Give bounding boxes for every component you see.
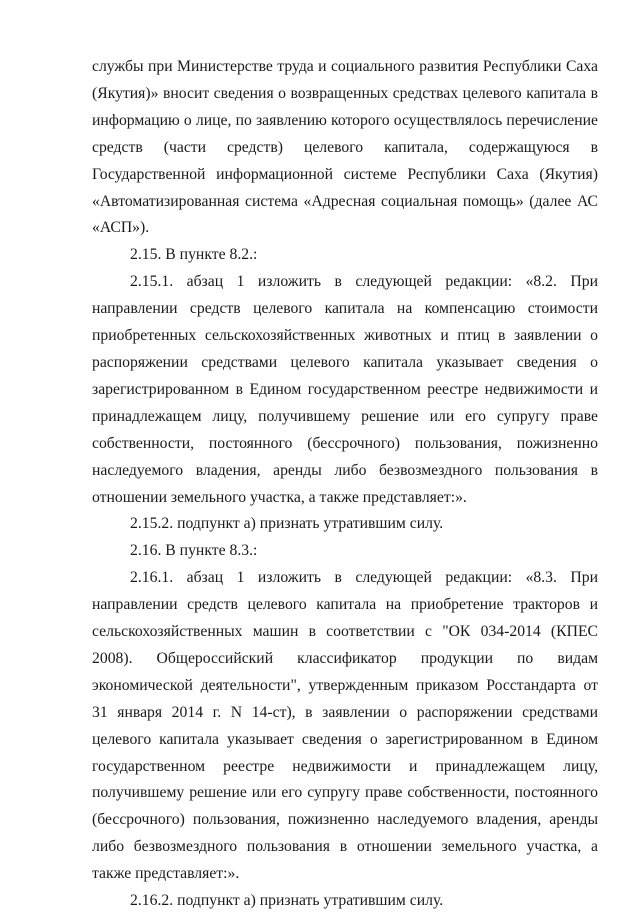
paragraph-clause-2-16-2: 2.16.2. подпункт а) признать утратившим силу. bbox=[130, 892, 444, 910]
paragraph-clause-2-15: 2.15. В пункте 8.2.: bbox=[130, 246, 258, 264]
paragraph-clause-2-15-1: 2.15.1. абзац 1 изложить в следующей редакции: «8.2. При направлении средств целевого капитала на компенсацию стоимости приобретенных сельскохозяйственных животных и птиц в заявлении о распоряжении средствами целевого капитала указывает сведения о зарегистрированном в Едином государственном реестре недвижимости и принадлежащем лицу, получившему решение или его супругу праве собственности, постоянного (бессрочного) пользования, пожизненно наследуемого владения, аренды либо безвозмездного пользования в отношении земельного участка, а также представляет:». bbox=[92, 273, 598, 506]
paragraph-clause-2-16: 2.16. В пункте 8.3.: bbox=[130, 542, 258, 560]
paragraph-clause-2-15-2: 2.15.2. подпункт а) признать утратившим силу. bbox=[130, 515, 444, 533]
document-body bbox=[92, 54, 598, 915]
paragraph-clause-2-16-1: 2.16.1. абзац 1 изложить в следующей редакции: «8.3. При направлении средств целевого капитала на приобретение тракторов и сельскохозяйственных машин в соответствии с "ОК 034-2014 (КПЕС 2008). Общероссийский классификатор продукции по видам экономической деятельности", утвержденным приказом Росстандарта от 31 января 2014 г. N 14-ст), в заявлении о распоряжении средствами целевого капитала указывает сведения о зарегистрированном в Едином государственном реестре недвижимости и принадлежащем лицу, получившему решение или его супругу праве собственности, постоянного (бессрочного) пользования, пожизненно наследуемого владения, аренды либо безвозмездного пользования в отношении земельного участка, а также представляет:». bbox=[92, 569, 598, 883]
paragraph-continuation: службы при Министерстве труда и социального развития Республики Саха (Якутия)» вносит сведения о возвращенных средствах целевого капитала в информацию о лице, по заявлению которого осуществлялось перечисление средств (части средств) целевого капитала, содержащуюся в Государственной информационной системе Республики Саха (Якутия) «Автоматизированная система «Адресная социальная помощь» (далее АС «АСП»). bbox=[92, 58, 598, 237]
